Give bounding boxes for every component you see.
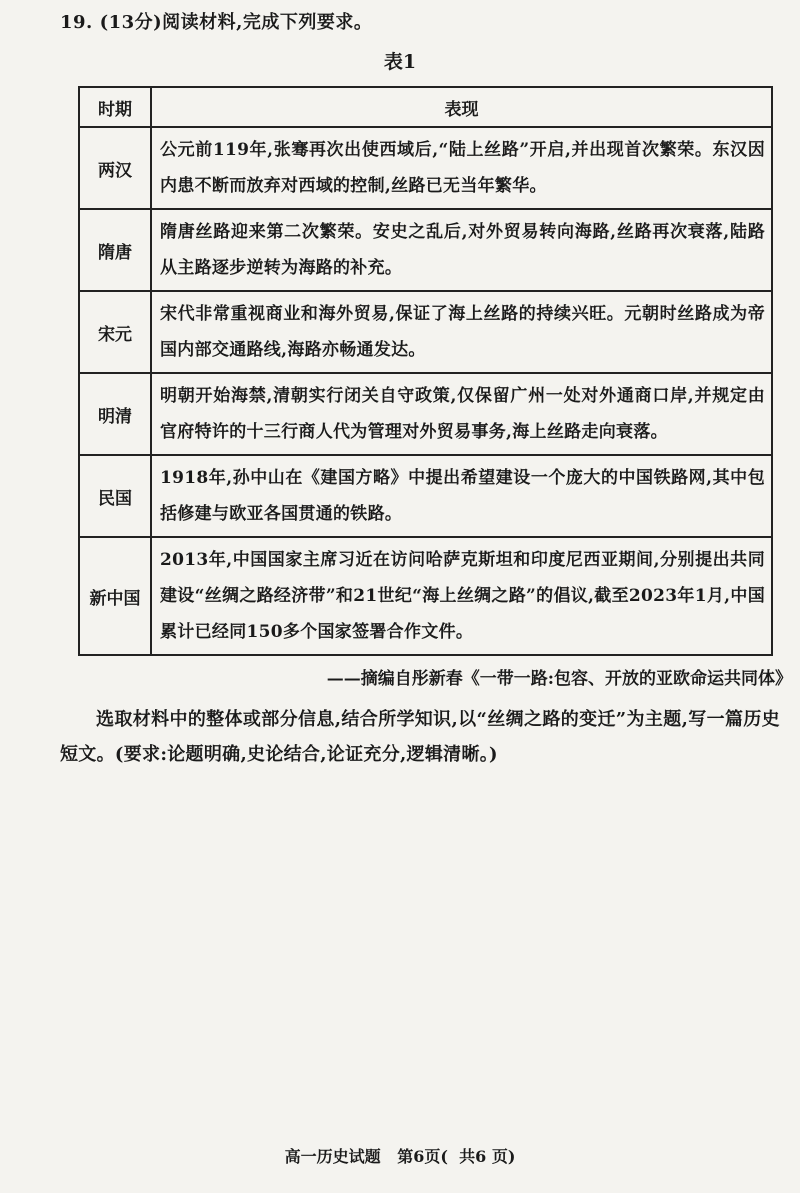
source-citation: ——摘编自彤新春《一带一路:包容、开放的亚欧命运共同体》 xyxy=(326,669,792,689)
description-cell: 宋代非常重视商业和海外贸易,保证了海上丝路的持续兴旺。元朝时丝路成为帝国内部交通路线,海路亦畅通发达。 xyxy=(151,291,772,373)
description-cell: 1918年,孙中山在《建国方略》中提出希望建设一个庞大的中国铁路网,其中包括修建与欧亚各国贯通的铁路。 xyxy=(151,455,772,537)
table-row xyxy=(79,373,772,455)
page-footer: 高一历史试题 第6页( 共6 页) xyxy=(284,1147,516,1166)
period-cell: 新中国 xyxy=(79,537,151,655)
column-header-description: 表现 xyxy=(151,87,772,127)
description-cell: 2013年,中国国家主席习近在访问哈萨克斯坦和印度尼西亚期间,分别提出共同建设“丝绸之路经济带”和21世纪“海上丝绸之路”的倡议,截至2023年1月,中国累计已经同150多个国家签署合作文件。 xyxy=(151,537,772,655)
period-cell: 宋元 xyxy=(79,291,151,373)
table-row xyxy=(79,209,772,291)
description-cell: 隋唐丝路迎来第二次繁荣。安史之乱后,对外贸易转向海路,丝路再次衰落,陆路从主路逐步逆转为海路的补充。 xyxy=(151,209,772,291)
period-cell: 民国 xyxy=(79,455,151,537)
table-row xyxy=(79,291,772,373)
task-instructions: 选取材料中的整体或部分信息,结合所学知识,以“丝绸之路的变迁”为主题,写一篇历史短文。(要求:论题明确,史论结合,论证充分,逻辑清晰。) xyxy=(60,709,780,765)
period-cell: 两汉 xyxy=(79,127,151,209)
table-row xyxy=(79,127,772,209)
column-header-period: 时期 xyxy=(79,87,151,127)
period-cell: 隋唐 xyxy=(79,209,151,291)
description-cell: 公元前119年,张骞再次出使西域后,“陆上丝路”开启,并出现首次繁荣。东汉因内患不断而放弃对西域的控制,丝路已无当年繁华。 xyxy=(151,127,772,209)
period-cell: 明清 xyxy=(79,373,151,455)
question-header: 19. (13分)阅读材料,完成下列要求。 xyxy=(60,12,373,33)
table-header-row xyxy=(79,87,772,127)
table-caption: 表1 xyxy=(383,51,417,73)
description-cell: 明朝开始海禁,清朝实行闭关自守政策,仅保留广州一处对外通商口岸,并规定由官府特许的十三行商人代为管理对外贸易事务,海上丝路走向衰落。 xyxy=(151,373,772,455)
table-row xyxy=(79,537,772,655)
material-table xyxy=(78,86,773,656)
table-row xyxy=(79,455,772,537)
